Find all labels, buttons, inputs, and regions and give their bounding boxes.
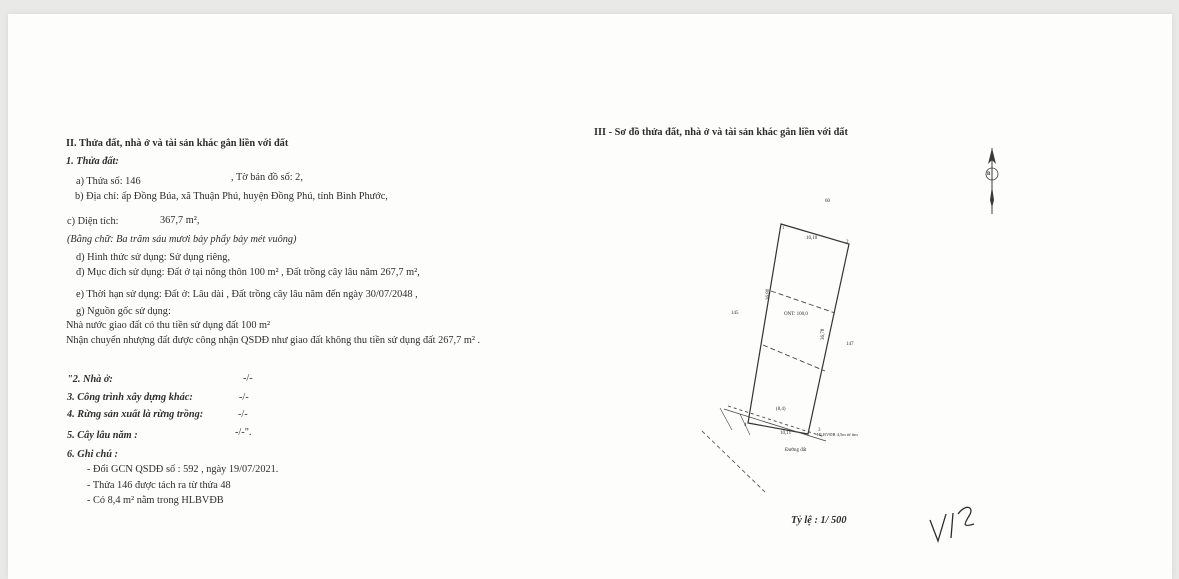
east-neighbor-parcel: 147 — [846, 342, 854, 347]
land-parcel-heading: 1. Thửa đất: — [66, 156, 119, 167]
section-title-diagram: III - Sơ đồ thửa đất, nhà ở và tài sản khác gắn liền với đất — [594, 127, 848, 138]
west-neighbor-parcel: 145 — [731, 311, 739, 316]
corridor-area: (8,4) — [776, 407, 786, 412]
bottom-edge-length: 10,11 — [780, 431, 792, 436]
parcel-address: b) Địa chỉ: ấp Đồng Búa, xã Thuận Phú, huyện Đồng Phú, tỉnh Bình Phước, — [75, 191, 388, 202]
vertex-4-label: 4 — [744, 423, 747, 428]
parcel-number: a) Thửa số: 146 — [76, 176, 141, 187]
left-side-length: 36,80 — [766, 288, 771, 300]
section-title-land: II. Thửa đất, nhà ở và tài sản khác gắn liền với đất — [66, 138, 289, 149]
map-sheet-number: , Tờ bản đồ số: 2, — [231, 172, 303, 183]
other-construction-label: 3. Công trình xây dựng khác: — [67, 392, 193, 403]
other-construction-value: -/- — [239, 392, 249, 403]
note-line-2: - Thửa 146 được tách ra từ thửa 48 — [87, 480, 231, 491]
corridor-label: HLBVĐB 4,5m từ tim — [817, 432, 858, 437]
origin-line-2: Nhận chuyển nhượng đất được công nhận QSDĐ như giao đất không thu tiền sử dụng đất 267,7 m² . — [66, 335, 481, 346]
production-forest-value: -/- — [238, 409, 248, 420]
usage-form: d) Hình thức sử dụng: Sử dụng riêng, — [76, 252, 231, 263]
house-value: -/- — [243, 373, 253, 384]
usage-purpose: đ) Mục đích sử dụng: Đất ở tại nông thôn 100 m² , Đất trồng cây lâu năm 267,7 m², — [76, 267, 420, 278]
vertex-3-label: 3 — [818, 428, 821, 433]
north-arrow-icon — [986, 148, 998, 214]
handwritten-note — [930, 507, 974, 541]
note-line-3: - Có 8,4 m² nằm trong HLBVĐB — [87, 495, 224, 506]
north-neighbor-parcel: 60 — [825, 199, 830, 204]
scale-label: Tỷ lệ : 1/ 500 — [791, 515, 847, 526]
road-label: Đường đất — [785, 448, 807, 453]
vertex-2-label: 2 — [846, 240, 849, 245]
notes-label: 6. Ghi chú : — [67, 449, 118, 460]
perennial-trees-label: 5. Cây lâu năm : — [67, 430, 138, 441]
parcel-outline — [702, 224, 849, 492]
north-label: B — [987, 172, 991, 177]
perennial-trees-value: -/-". — [235, 427, 252, 438]
area-in-words: (Bằng chữ: Ba trăm sáu mươi bảy phẩy bảy mét vuông) — [67, 234, 297, 245]
origin-line-1: Nhà nước giao đất có thu tiền sử dụng đất 100 m² — [66, 320, 271, 331]
area-label: c) Diện tích: — [67, 216, 119, 227]
vertex-1-label: 1 — [782, 225, 785, 230]
ont-area-label: ONT: 100,0 — [784, 312, 808, 317]
top-edge-length: 10,10 — [806, 236, 818, 241]
production-forest-label: 4. Rừng sản xuất là rừng trồng: — [67, 409, 204, 420]
house-label: "2. Nhà ở: — [67, 374, 113, 385]
right-side-length: 36,78 — [821, 328, 826, 340]
usage-origin: g) Nguồn gốc sử dụng: — [76, 306, 171, 317]
area-value: 367,7 m², — [160, 215, 200, 226]
usage-term: e) Thời hạn sử dụng: Đất ở: Lâu dài , Đất trồng cây lâu năm đến ngày 30/07/2048 , — [76, 289, 418, 300]
note-line-1: - Đổi GCN QSDĐ số : 592 , ngày 19/07/2021. — [87, 464, 279, 475]
